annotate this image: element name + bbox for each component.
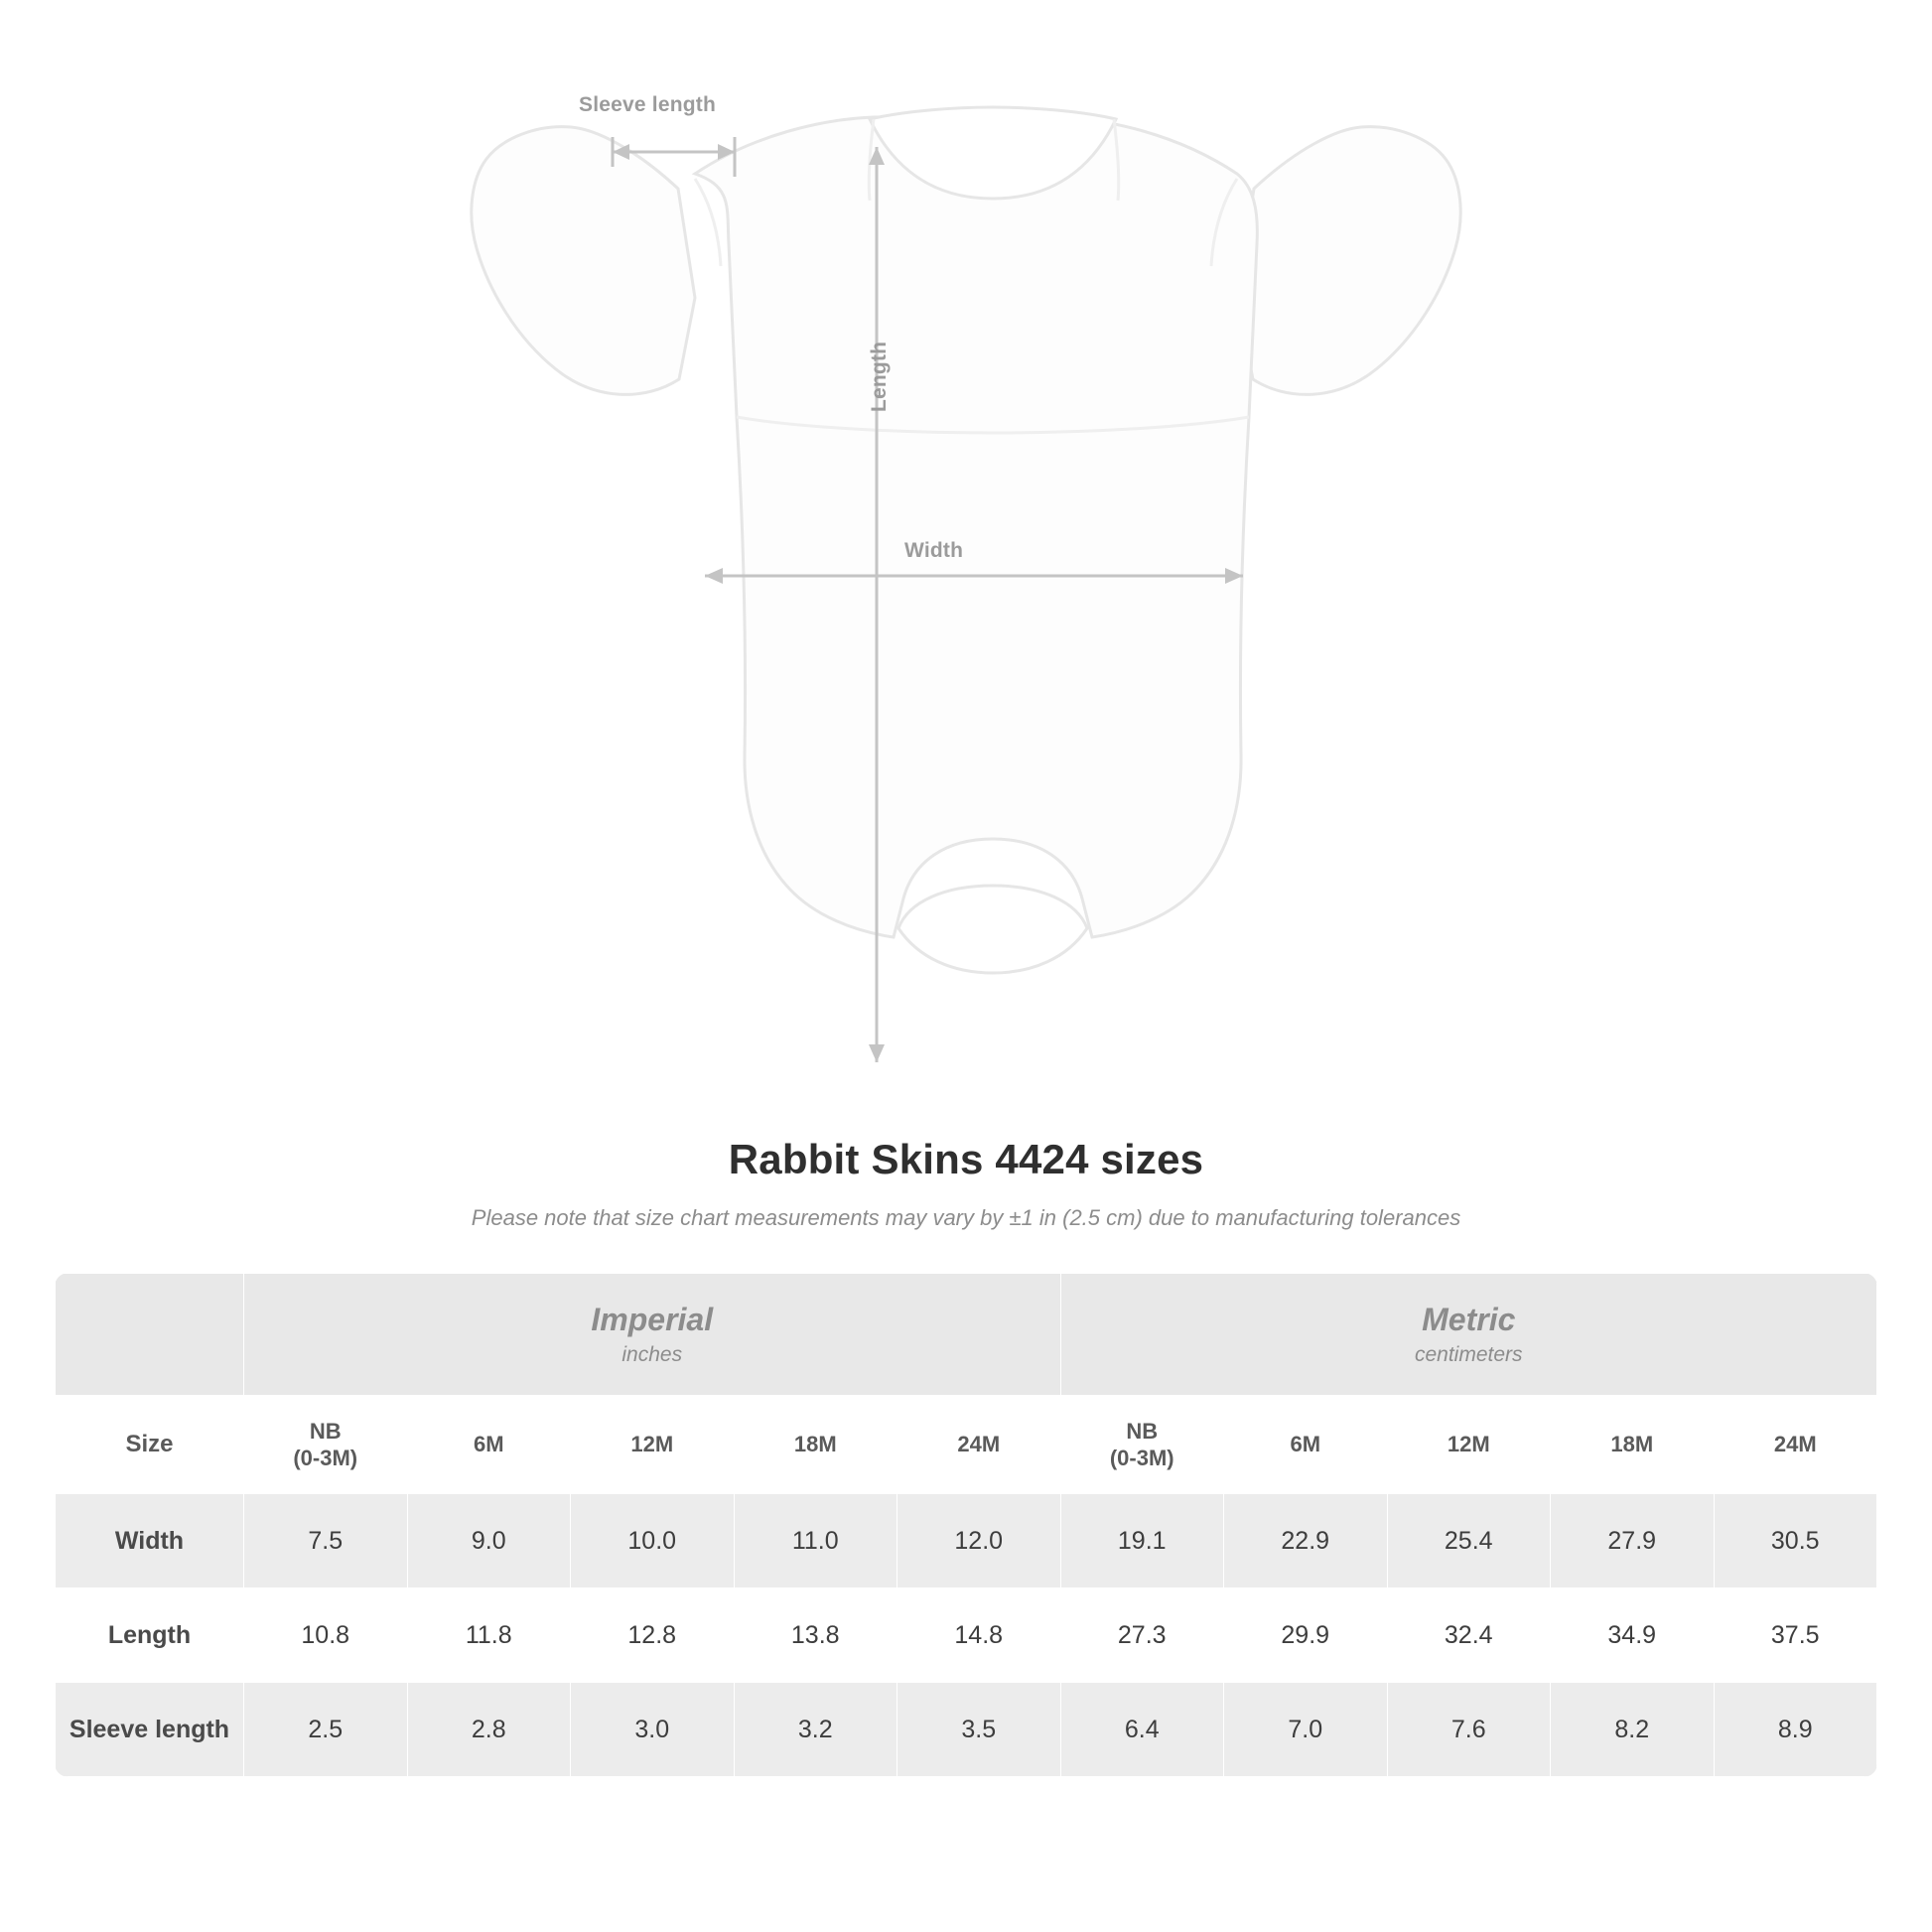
column-header-line1: NB: [309, 1418, 342, 1444]
column-header-line1: 12M: [1447, 1432, 1490, 1457]
column-header-row: [56, 1396, 1877, 1494]
table-cell: 7.6: [1387, 1683, 1551, 1777]
table-cell: 19.1: [1060, 1494, 1224, 1588]
unit-group-imperial: [244, 1274, 1061, 1396]
row-label: Length: [56, 1588, 244, 1683]
column-header-line1: 18M: [1610, 1432, 1654, 1457]
width-dimension-label: Width: [904, 539, 964, 562]
unit-group-metric: [1060, 1274, 1877, 1396]
table-cell: 11.8: [407, 1588, 571, 1683]
unit-group-imperial-name: Imperial: [591, 1301, 714, 1337]
table-cell: 37.5: [1714, 1588, 1877, 1683]
column-header-line1: 24M: [957, 1432, 1001, 1457]
column-header-line1: 18M: [793, 1432, 837, 1457]
table-cell: 8.9: [1714, 1683, 1877, 1777]
table-cell: 27.3: [1060, 1588, 1224, 1683]
table-cell: 32.4: [1387, 1588, 1551, 1683]
column-header-cell: [1387, 1396, 1551, 1494]
column-header-cell: [734, 1396, 897, 1494]
table-cell: 3.0: [571, 1683, 735, 1777]
column-header-cell: [1060, 1396, 1224, 1494]
column-header-line2: (0-3M): [1109, 1446, 1174, 1470]
table-cell: 34.9: [1551, 1588, 1715, 1683]
table-cell: 2.8: [407, 1683, 571, 1777]
column-header-cell: [1224, 1396, 1388, 1494]
column-header-line1: NB: [1126, 1418, 1159, 1444]
size-header-cell: Size: [56, 1396, 244, 1494]
size-chart-table: [55, 1273, 1877, 1777]
table-cell: 2.5: [244, 1683, 408, 1777]
table-cell: 3.2: [734, 1683, 897, 1777]
table-cell: 25.4: [1387, 1494, 1551, 1588]
title-block: [0, 1136, 1932, 1231]
tolerance-note: Please note that size chart measurements may vary by ±1 in (2.5 cm) due to manufacturing tolerances: [471, 1205, 1461, 1230]
table-cell: 14.8: [897, 1588, 1061, 1683]
column-header-cell: [407, 1396, 571, 1494]
table-cell: 27.9: [1551, 1494, 1715, 1588]
unit-group-imperial-sub: inches: [621, 1343, 683, 1367]
column-header-line1: 24M: [1773, 1432, 1817, 1457]
column-header-line1: 6M: [1290, 1432, 1321, 1457]
table-row: [56, 1588, 1877, 1683]
table-cell: 9.0: [407, 1494, 571, 1588]
table-cell: 22.9: [1224, 1494, 1388, 1588]
column-header-cell: [571, 1396, 735, 1494]
table-cell: 12.0: [897, 1494, 1061, 1588]
column-header-line1: 12M: [630, 1432, 674, 1457]
table-cell: 10.0: [571, 1494, 735, 1588]
size-table-wrap: [55, 1273, 1877, 1777]
row-label: Width: [56, 1494, 244, 1588]
unit-header-row: [56, 1274, 1877, 1396]
table-row: [56, 1683, 1877, 1777]
unit-group-metric-name: Metric: [1422, 1301, 1516, 1337]
column-header-cell: [897, 1396, 1061, 1494]
table-cell: 10.8: [244, 1588, 408, 1683]
row-label: Sleeve length: [56, 1683, 244, 1777]
table-cell: 7.5: [244, 1494, 408, 1588]
table-cell: 12.8: [571, 1588, 735, 1683]
table-cell: 13.8: [734, 1588, 897, 1683]
table-cell: 30.5: [1714, 1494, 1877, 1588]
table-cell: 11.0: [734, 1494, 897, 1588]
table-cell: 7.0: [1224, 1683, 1388, 1777]
table-cell: 6.4: [1060, 1683, 1224, 1777]
table-cell: 8.2: [1551, 1683, 1715, 1777]
page-title: Rabbit Skins 4424 sizes: [728, 1136, 1204, 1182]
sleeve-length-dimension-label: Sleeve length: [579, 93, 716, 116]
table-corner-cell: [56, 1274, 244, 1396]
column-header-cell: [1551, 1396, 1715, 1494]
length-dimension-label: Length: [868, 341, 891, 412]
column-header-cell: [1714, 1396, 1877, 1494]
unit-group-metric-sub: centimeters: [1414, 1343, 1523, 1367]
table-cell: 29.9: [1224, 1588, 1388, 1683]
table-row: [56, 1494, 1877, 1588]
column-header-line1: 6M: [473, 1432, 504, 1457]
table-cell: 3.5: [897, 1683, 1061, 1777]
column-header-cell: [244, 1396, 408, 1494]
column-header-line2: (0-3M): [293, 1446, 358, 1470]
